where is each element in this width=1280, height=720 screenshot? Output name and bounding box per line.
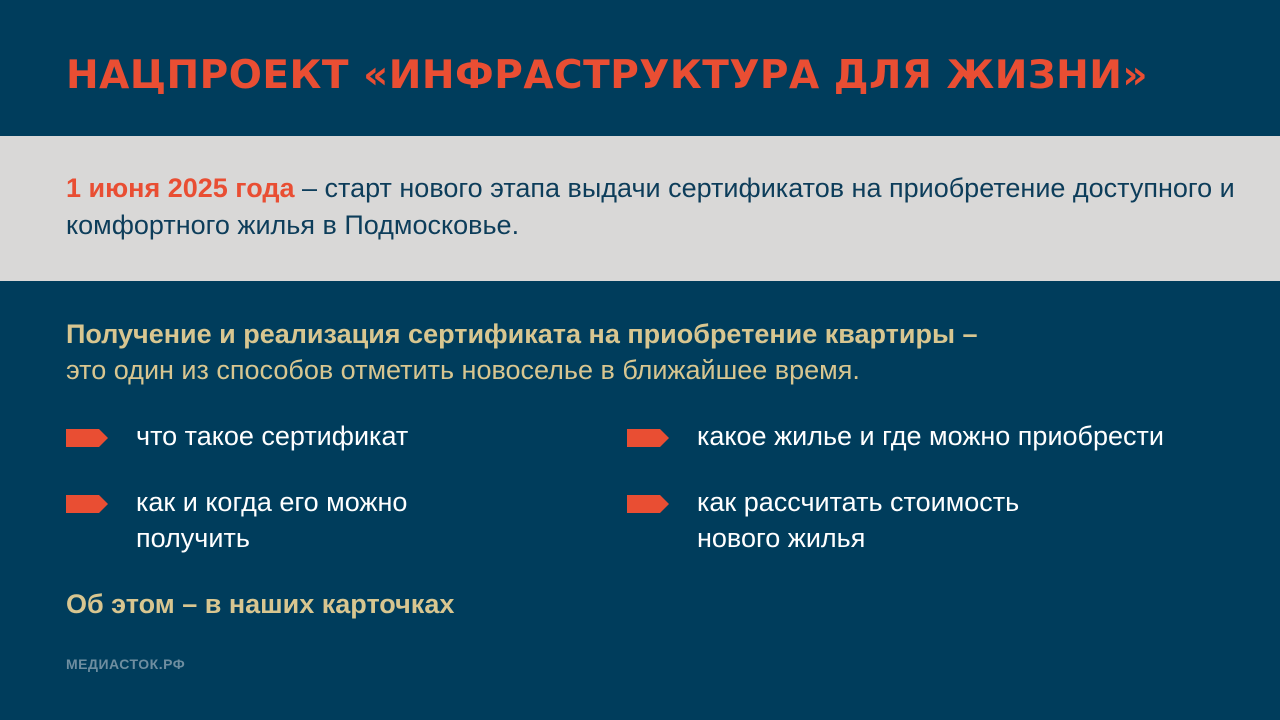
announcement-date: 1 июня 2025 года [66, 173, 295, 203]
list-item-text: что такое сертификат [136, 421, 409, 451]
list-item-text: как рассчитать стоимость нового жилья [697, 487, 1020, 553]
brand-logo-text: МЕДИАСТОК.РФ [66, 656, 186, 672]
announcement-text [66, 170, 1246, 244]
lead-bold: Получение и реализация сертификата на приобретение квартиры – [66, 319, 978, 349]
list-item [66, 418, 408, 454]
arrow-tag-icon [66, 429, 108, 447]
list-item-text: как и когда его можно получить [136, 487, 408, 553]
lead-paragraph [66, 316, 1246, 388]
list-item [66, 484, 526, 556]
cta-text: Об этом – в наших карточках [66, 589, 455, 619]
page-title: НАЦПРОЕКТ «ИНФРАСТРУКТУРА ДЛЯ ЖИЗНИ» [66, 53, 1149, 98]
arrow-tag-icon [627, 495, 669, 513]
arrow-tag-icon [627, 429, 669, 447]
arrow-tag-icon [66, 495, 108, 513]
list-item [627, 484, 1087, 556]
announcement-body: – старт нового этапа выдачи сертификатов на приобретение доступного и комфортного жилья в Подмосковье. [66, 173, 1235, 240]
list-item-text: какое жилье и где можно приобрести [697, 421, 1164, 451]
list-item [627, 418, 1164, 454]
lead-regular: это один из способов отметить новоселье в ближайшее время. [66, 355, 860, 385]
